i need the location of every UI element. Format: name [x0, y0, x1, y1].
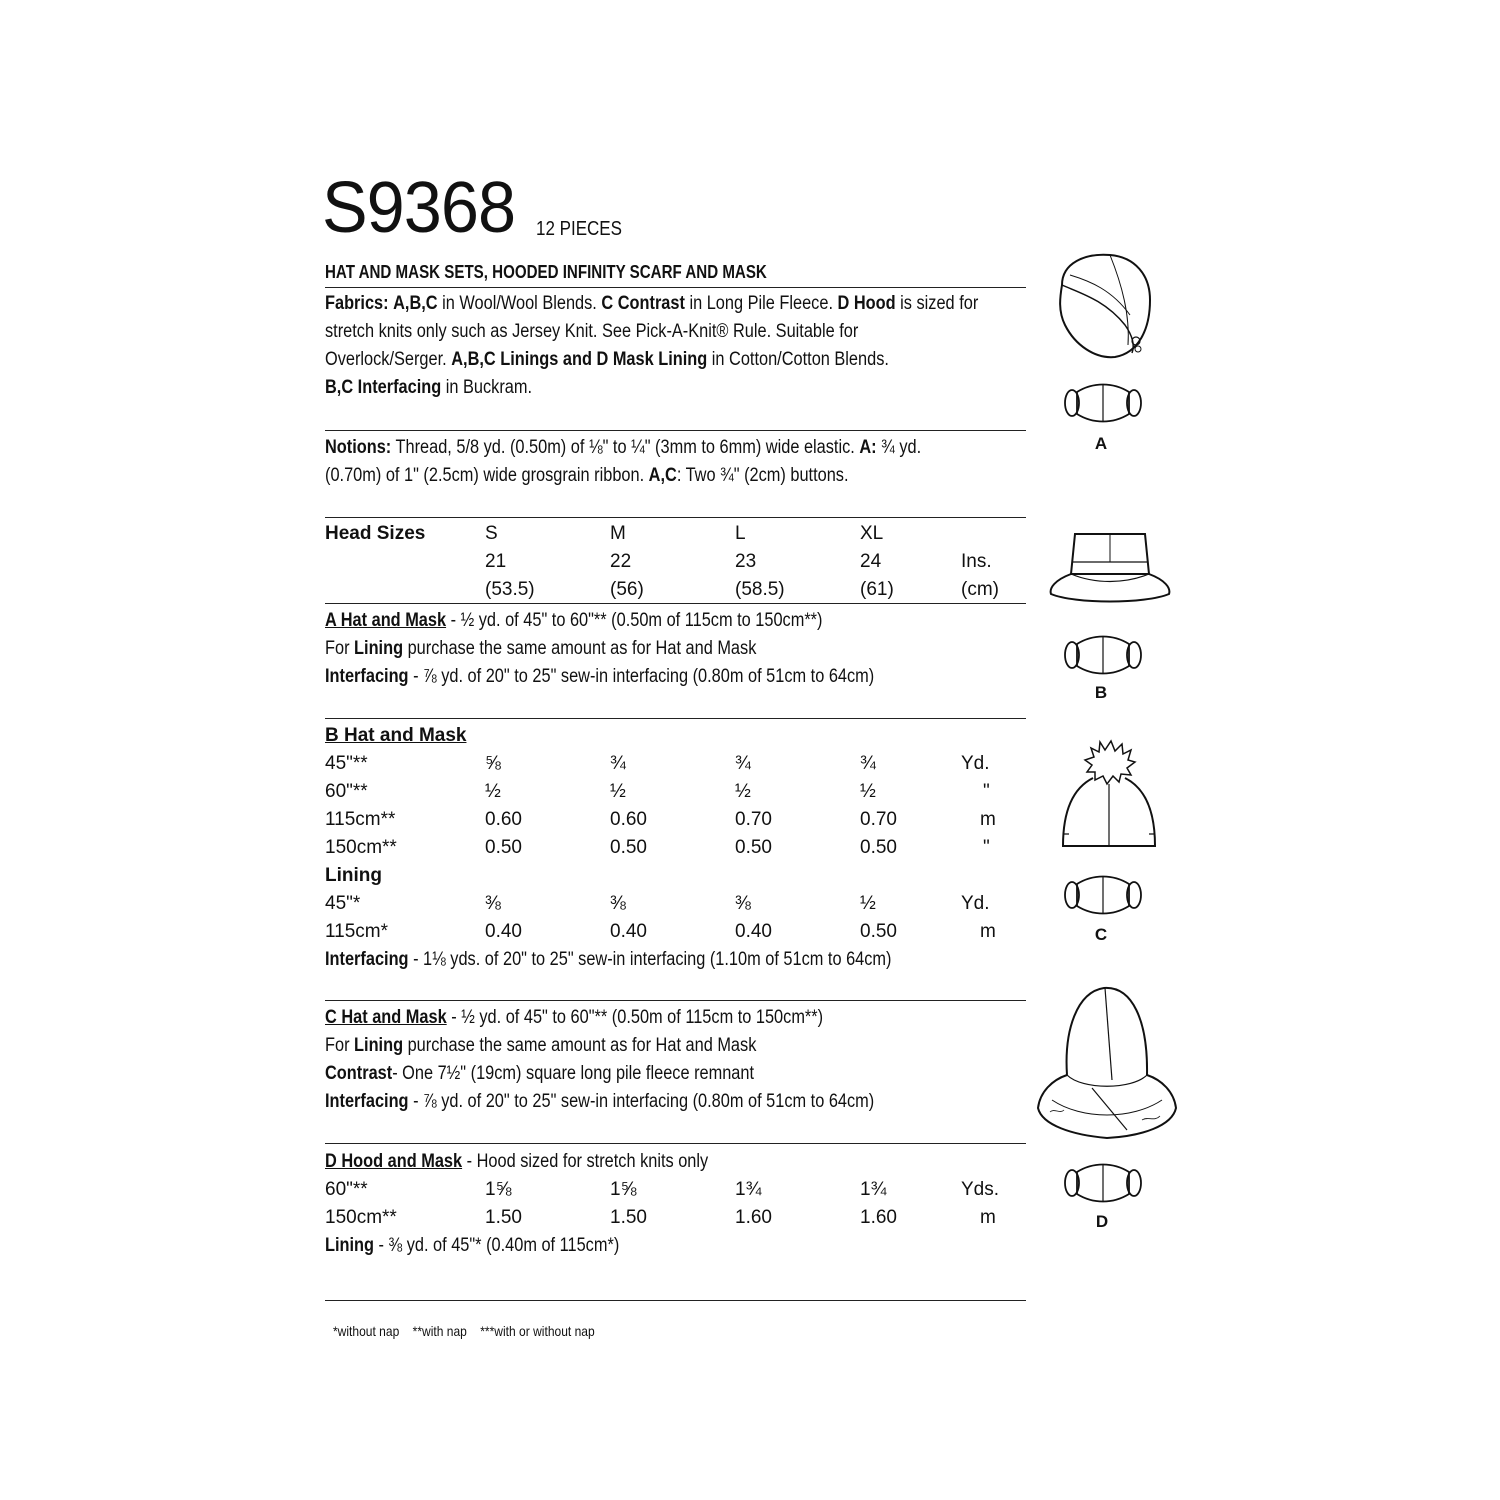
- divider: [325, 1143, 1026, 1144]
- figure-label-d: D: [1095, 1212, 1109, 1231]
- notions-block: Notions: Thread, 5/8 yd. (0.50m) of ⅛" to ¼" (3mm to 6mm) wide elastic. A: ¾ yd. (0.70m) of 1" (2.5cm) wide grosgrain ribbon. A,C: Two ¾" (2cm) buttons.: [325, 437, 922, 486]
- section-a: A Hat and Mask - ½ yd. of 45" to 60"** (0.50m of 115cm to 150cm**) For Lining purchase the same amount as for Hat and Mask Interfacing - ⅞ yd. of 20" to 25" sew-in interfacing (0.80m of 51cm to 64cm): [325, 610, 875, 687]
- figure-label-b: B: [1094, 683, 1108, 702]
- divider: [325, 718, 1026, 719]
- piece-count: 12 PIECES: [536, 218, 622, 240]
- divider: [325, 603, 1026, 604]
- footnote: *without nap **with nap ***with or without nap: [332, 1323, 595, 1339]
- pattern-number: S9368: [322, 168, 516, 248]
- figure-label-c: C: [1094, 925, 1108, 944]
- hat-b-illustration: [1045, 522, 1175, 612]
- mask-d-illustration: [1063, 1158, 1143, 1208]
- pattern-title: HAT AND MASK SETS, HOODED INFINITY SCARF AND MASK: [325, 262, 767, 282]
- divider: [325, 1000, 1026, 1001]
- figure-label-a: A: [1094, 434, 1108, 453]
- hat-c-illustration: [1055, 738, 1165, 858]
- hat-a-illustration: [1050, 245, 1160, 365]
- mask-a-illustration: [1063, 378, 1143, 428]
- section-b-interfacing: Interfacing - 1⅛ yds. of 20" to 25" sew-in interfacing (1.10m of 51cm to 64cm): [325, 949, 892, 970]
- mask-b-illustration: [1063, 630, 1143, 680]
- divider: [325, 287, 1026, 288]
- divider: [325, 517, 1026, 518]
- section-c: C Hat and Mask - ½ yd. of 45" to 60"** (0.50m of 115cm to 150cm**) For Lining purchase the same amount as for Hat and Mask Contrast- One 7½" (19cm) square long pile fleece remnant Interfacing - ⅞ yd. of 20" to 25" sew-in interfacing (0.80m of 51cm to 64cm): [325, 1007, 875, 1112]
- mask-c-illustration: [1063, 870, 1143, 920]
- hooded-scarf-d-illustration: [1032, 980, 1182, 1150]
- section-d-lining: Lining - ⅜ yd. of 45"* (0.40m of 115cm*): [325, 1235, 620, 1256]
- section-d-title: D Hood and Mask - Hood sized for stretch knits only: [325, 1151, 709, 1172]
- fabrics-block: Fabrics: A,B,C in Wool/Wool Blends. C Contrast in Long Pile Fleece. D Hood is sized for stretch knits only such as Jersey Knit. See Pick-A-Knit® Rule. Suitable for Overlock/Serger. A,B,C Linings and D Mask Lining in Cotton/Cotton Blends. B,C Interfacing in Buckram.: [325, 293, 979, 398]
- divider: [325, 430, 1026, 431]
